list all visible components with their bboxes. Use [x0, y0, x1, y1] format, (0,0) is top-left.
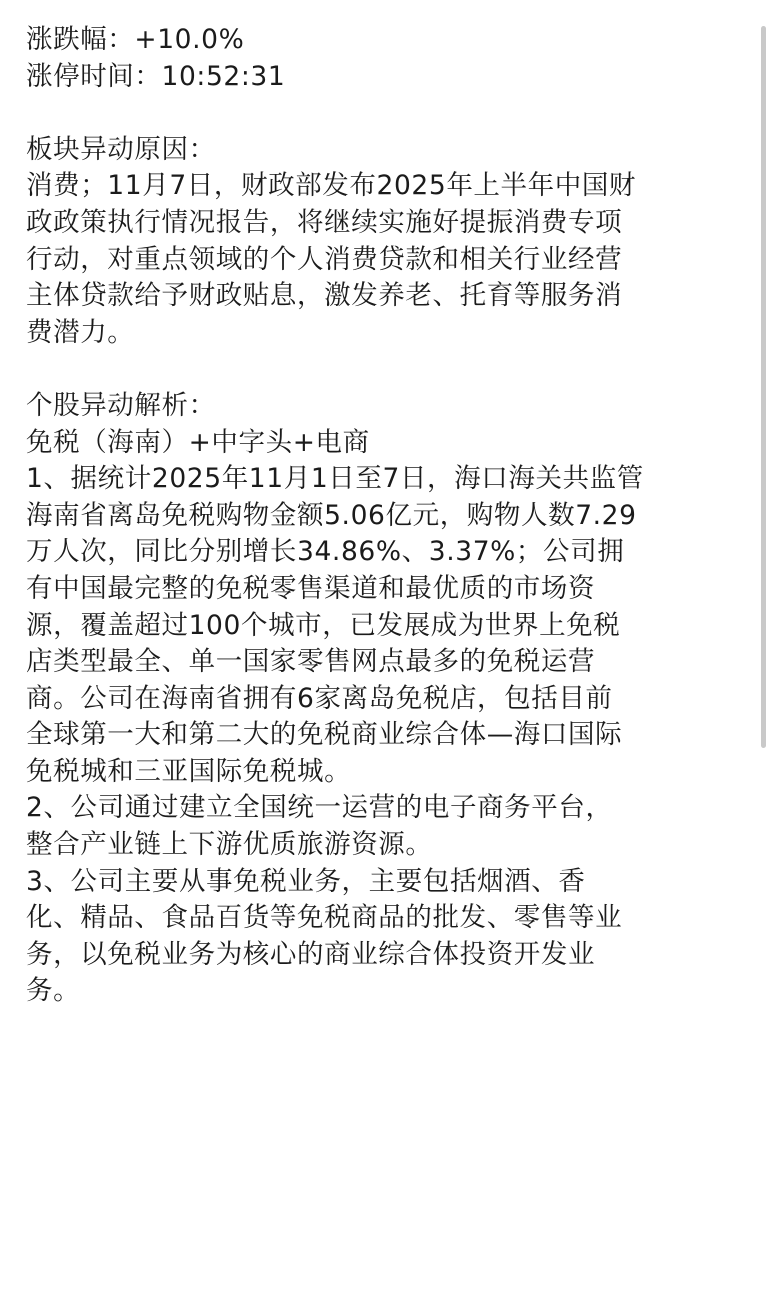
- analysis-line: 务。: [26, 975, 81, 1007]
- limit-up-time-line: 涨停时间：10:52:31: [26, 60, 286, 92]
- sector-reason-heading: 板块异动原因：: [26, 133, 216, 165]
- analysis-line: 店类型最全、单一国家零售网点最多的免税运营: [26, 646, 596, 678]
- analysis-line: 务，以免税业务为核心的商业综合体投资开发业: [26, 938, 596, 970]
- analysis-line: 整合产业链上下游优质旅游资源。: [26, 829, 433, 861]
- sector-reason-line: 行动，对重点领域的个人消费贷款和相关行业经营: [26, 243, 623, 275]
- analysis-line: 源，覆盖超过100个城市，已发展成为世界上免税: [26, 609, 621, 641]
- blank-line: [26, 95, 742, 132]
- vertical-scrollbar[interactable]: [761, 26, 766, 748]
- analysis-line: 有中国最完整的免税零售渠道和最优质的市场资: [26, 572, 596, 604]
- sector-reason-line: 主体贷款给予财政贴息，激发养老、托育等服务消: [26, 280, 623, 312]
- stock-tags-line: 免税（海南）+中字头+电商: [26, 426, 370, 458]
- change-percent-line: 涨跌幅：+10.0%: [26, 24, 245, 55]
- sector-reason-line: 政政策执行情况报告，将继续实施好提振消费专项: [26, 206, 623, 238]
- blank-line: [26, 351, 742, 388]
- analysis-line: 化、精品、食品百货等免税商品的批发、零售等业: [26, 902, 623, 934]
- sector-reason-line: 消费；11月7日，财政部发布2025年上半年中国财: [26, 170, 637, 202]
- analysis-line: 海南省离岛免税购物金额5.06亿元，购物人数7.29: [26, 499, 637, 531]
- analysis-line: 3、公司主要从事免税业务，主要包括烟酒、香: [26, 865, 586, 897]
- article-text: [26, 22, 742, 1010]
- analysis-line: 2、公司通过建立全国统一运营的电子商务平台，: [26, 792, 613, 824]
- analysis-line: 全球第一大和第二大的免税商业综合体—海口国际: [26, 719, 623, 751]
- stock-analysis-heading: 个股异动解析：: [26, 389, 216, 421]
- analysis-line: 免税城和三亚国际免税城。: [26, 755, 352, 787]
- analysis-line: 商。公司在海南省拥有6家离岛免税店，包括目前: [26, 682, 613, 714]
- sector-reason-line: 费潜力。: [26, 316, 135, 348]
- analysis-line: 1、据统计2025年11月1日至7日，海口海关共监管: [26, 463, 644, 495]
- analysis-line: 万人次，同比分别增长34.86%、3.37%；公司拥: [26, 536, 625, 568]
